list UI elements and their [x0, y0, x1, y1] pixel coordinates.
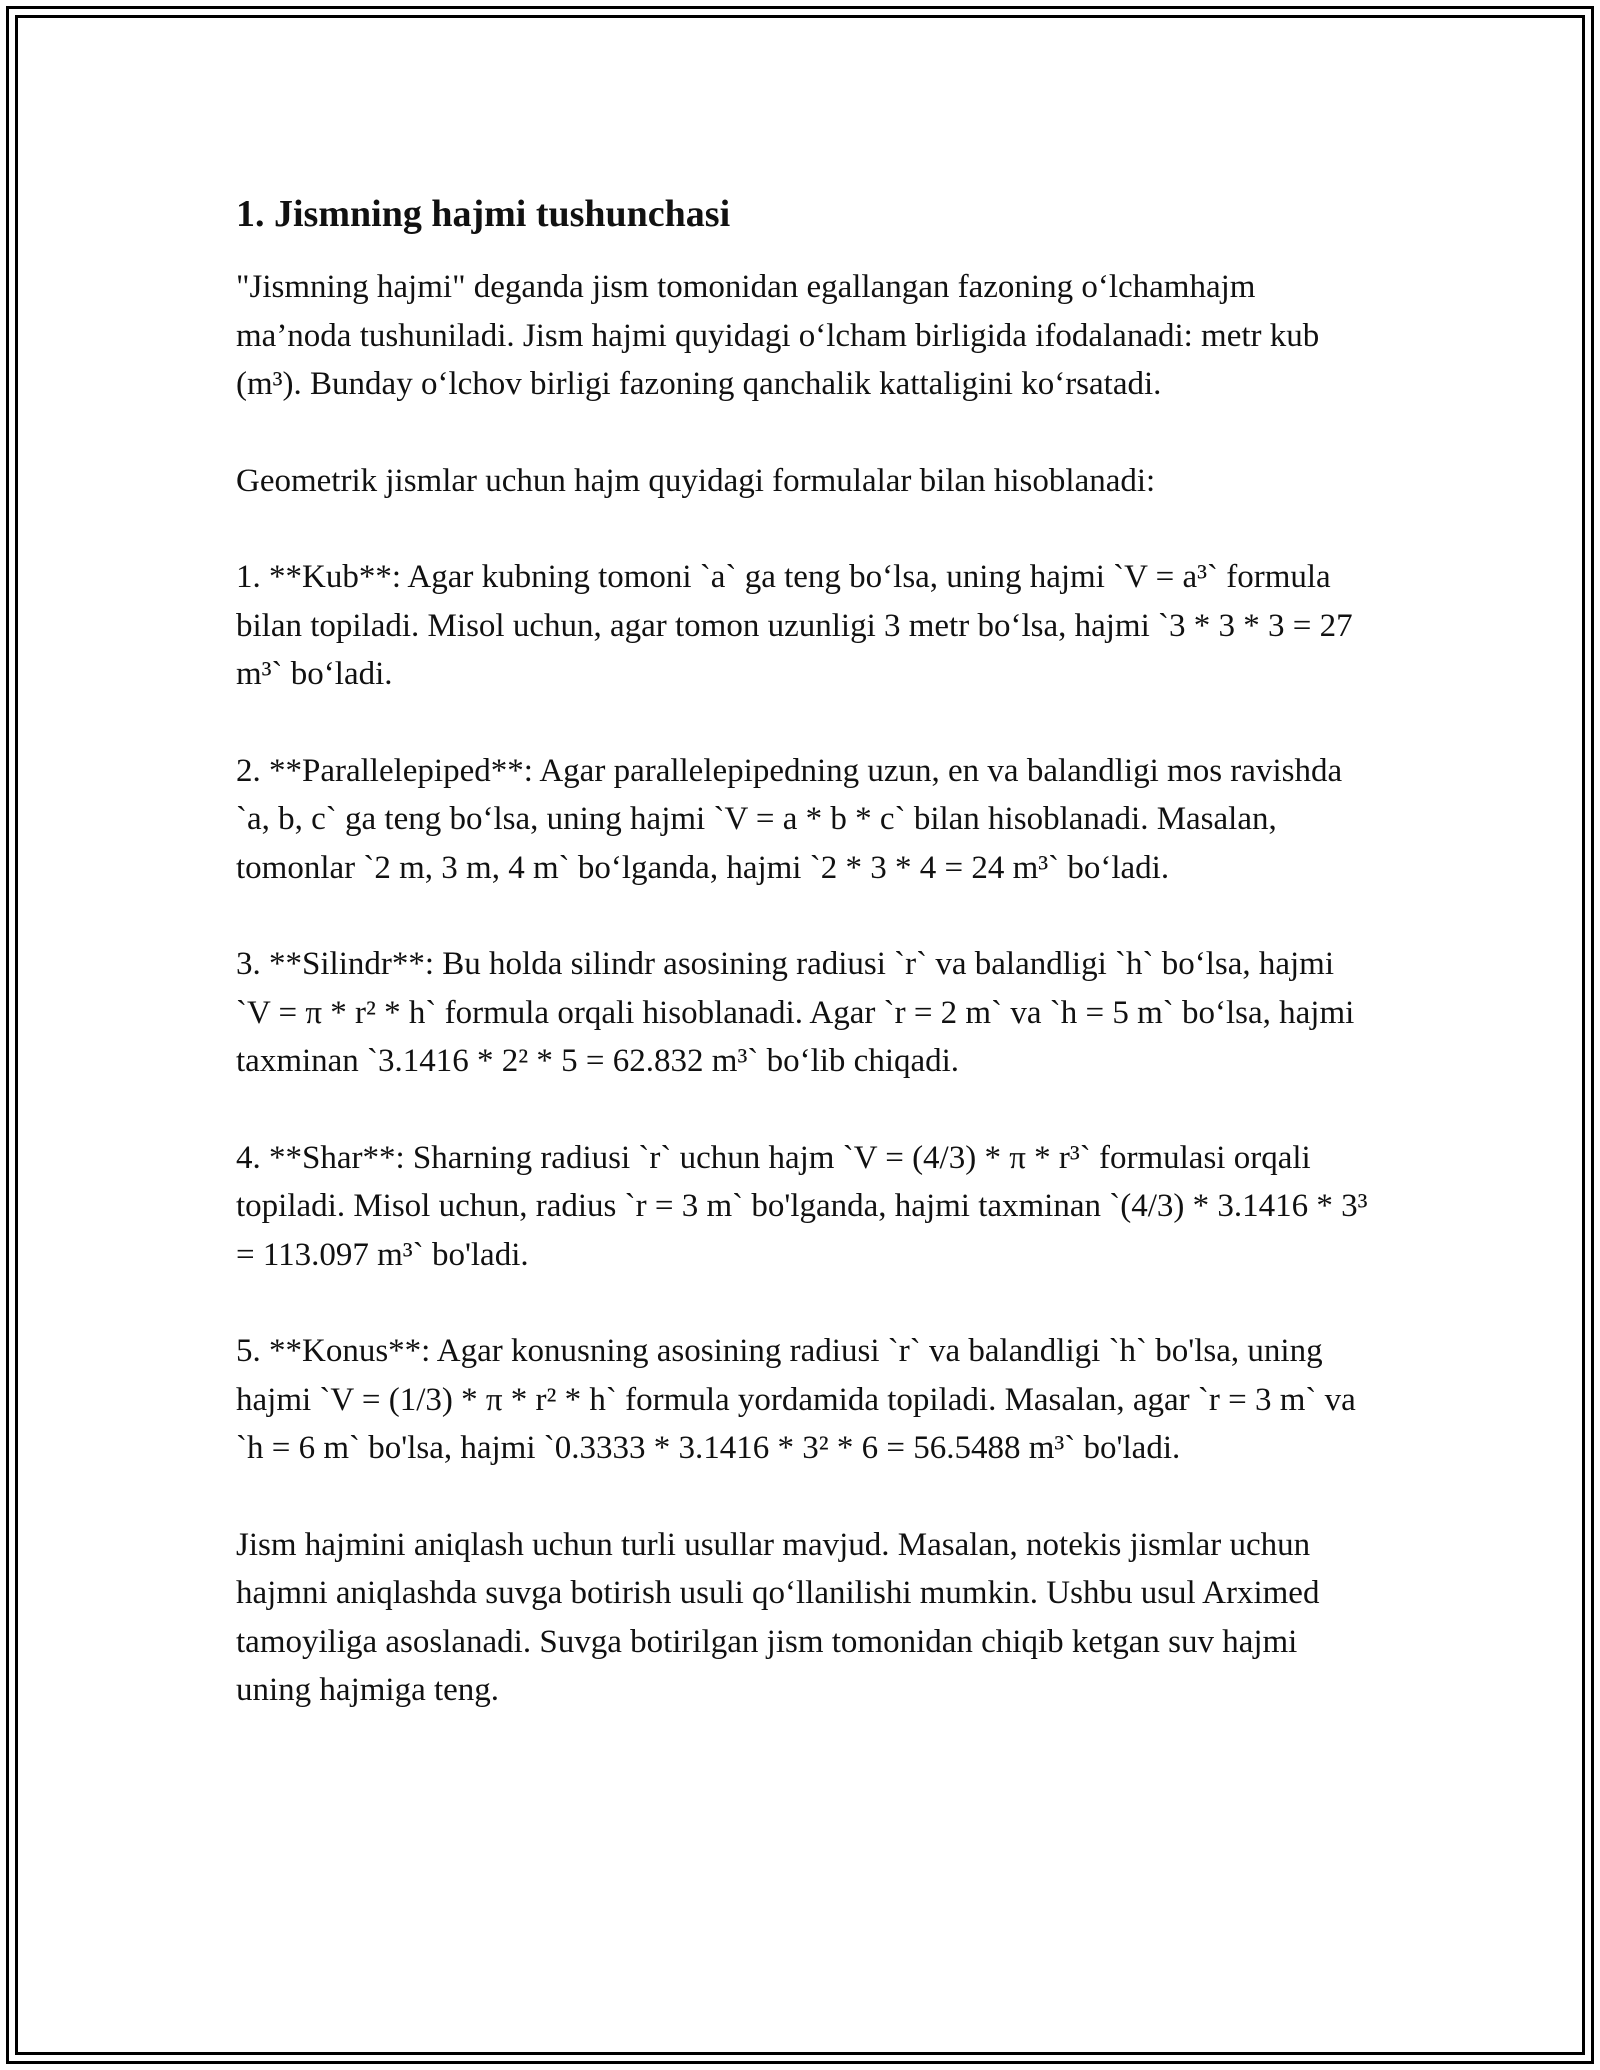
paragraph-cube: 1. **Kub**: Agar kubning tomoni `a` ga teng bo‘lsa, uning hajmi `V = a³` formula bilan topiladi. Misol uchun, agar tomon uzunligi 3 metr bo‘lsa, hajmi `3 * 3 * 3 = 27 m³` bo‘ladi.	[236, 559, 1353, 692]
paragraph-definition: "Jismning hajmi" deganda jism tomonidan egallangan fazoning o‘lchamhajm ma’noda tushuniladi. Jism hajmi quyidagi o‘lcham birligida ifodalanadi: metr kub (m³). Bunday o‘lchov birligi fazoning qanchalik kattaligini ko‘rsatadi.	[236, 269, 1320, 402]
paragraph-measurement-methods: Jism hajmini aniqlash uchun turli usullar mavjud. Masalan, notekis jismlar uchun hajmni aniqlashda suvga botirish usuli qo‘llanilishi mumkin. Ushbu usul Arximed tamoyiliga asoslanadi. Suvga botirilgan jism tomonidan chiqib ketgan suv hajmi uning hajmiga teng.	[236, 1526, 1320, 1708]
paragraph-sphere: 4. **Shar**: Sharning radiusi `r` uchun hajm `V = (4/3) * π * r³` formulasi orqali topiladi. Misol uchun, radius `r = 3 m` bo'lganda, hajmi taxminan `(4/3) * 3.1416 * 3³ = 113.097 m³` bo'ladi.	[236, 1139, 1368, 1273]
paragraph-parallelepiped: 2. **Parallelepiped**: Agar parallelepipedning uzun, en va balandligi mos ravishda `a, b, c` ga teng bo‘lsa, uning hajmi `V = a * b * c` bilan hisoblanadi. Masalan, tomonlar `2 m, 3 m, 4 m` bo‘lganda, hajmi `2 * 3 * 4 = 24 m³` bo‘ladi.	[236, 752, 1343, 886]
paragraph-formulas-intro: Geometrik jismlar uchun hajm quyidagi formulalar bilan hisoblanadi:	[236, 462, 1156, 499]
section-heading: 1. Jismning hajmi tushunchasi	[236, 193, 731, 235]
paragraph-cone: 5. **Konus**: Agar konusning asosining radiusi `r` va balandligi `h` bo'lsa, uning hajmi `V = (1/3) * π * r² * h` formula yordamida topiladi. Masalan, agar `r = 3 m` va `h = 6 m` bo'lsa, hajmi `0.3333 * 3.1416 * 3² * 6 = 56.5488 m³` bo'ladi.	[236, 1333, 1356, 1466]
paragraph-cylinder: 3. **Silindr**: Bu holda silindr asosining radiusi `r` va balandligi `h` bo‘lsa, hajmi `V = π * r² * h` formula orqali hisoblanadi. Agar `r = 2 m` va `h = 5 m` bo‘lsa, hajmi taxminan `3.1416 * 2² * 5 = 62.832 m³` bo‘lib chiqadi.	[236, 946, 1355, 1079]
document-body	[236, 185, 1376, 1763]
